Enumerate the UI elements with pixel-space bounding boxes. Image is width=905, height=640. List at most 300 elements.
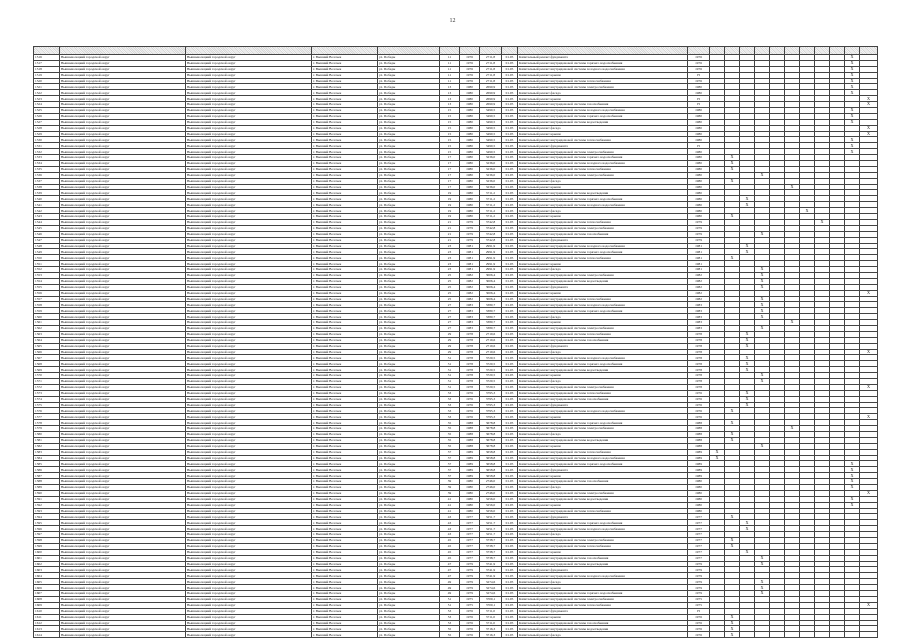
table-cell: 3256,0 (480, 508, 502, 514)
table-cell: 1978 (460, 331, 480, 337)
table-cell: ул. Победы (378, 402, 440, 408)
row-number-cell: 1541 (34, 202, 60, 208)
table-cell: 1983 (460, 308, 480, 314)
table-cell: 1982 (460, 278, 480, 284)
table-cell: г. Вышний Волочек (312, 143, 378, 149)
table-cell: Капитальный ремонт внутридомовой системы горячего водоснабжения (518, 461, 688, 467)
table-cell: г. Вышний Волочек (312, 190, 378, 196)
table-cell: Вышневолоцкий городской округ (60, 432, 186, 438)
table-cell: 1979 (460, 237, 480, 243)
row-number-cell: 1524 (34, 102, 60, 108)
table-cell: 1976 (688, 55, 710, 61)
table-cell: 1979 (688, 567, 710, 573)
mark-cell: X (860, 490, 878, 496)
table-cell: Вышневолоцкий городской округ (60, 620, 186, 626)
table-cell: Капитальный ремонт фундамента (518, 143, 688, 149)
column-header (34, 47, 60, 55)
table-cell: Капитальный ремонт внутридомовой системы электроснабжения (518, 490, 688, 496)
table-cell: 1976 (688, 78, 710, 84)
table-cell: Вышневолоцкий городской округ (60, 602, 186, 608)
table-cell: ул. Победы (378, 443, 440, 449)
table-cell: Капитальный ремонт фасада (518, 178, 688, 184)
row-number-cell: 1595 (34, 520, 60, 526)
mark-cell: X (740, 202, 755, 208)
table-cell: ул. Победы (378, 202, 440, 208)
table-cell: Вышневолоцкий городской округ (60, 55, 186, 61)
table-cell: 1980 (688, 113, 710, 119)
table-cell: 27 (440, 314, 460, 320)
table-cell: 1981 (688, 261, 710, 267)
table-cell: Капитальный ремонт фундамента (518, 567, 688, 573)
table-cell: Вышневолоцкий городской округ (186, 549, 312, 555)
table-cell: ул. Победы (378, 449, 440, 455)
table-cell: 01.05 (502, 473, 518, 479)
row-number-cell: 1598 (34, 538, 60, 544)
row-number-cell: 1526 (34, 113, 60, 119)
table-cell: 01.05 (502, 508, 518, 514)
table-cell: 1980 (460, 143, 480, 149)
table-cell: 1976 (460, 78, 480, 84)
table-cell: 01.05 (502, 538, 518, 544)
table-cell: ул. Победы (378, 108, 440, 114)
table-cell: 1983 (460, 302, 480, 308)
table-cell: 3490,5 (480, 113, 502, 119)
row-number-cell: 1577 (34, 414, 60, 420)
table-cell: 2991,9 (480, 261, 502, 267)
table-cell: Капитальный ремонт внутридомовой системы электроснабжения (518, 426, 688, 432)
table-cell: 1980 (460, 96, 480, 102)
table-cell: 3700,1 (480, 596, 502, 602)
table-cell: г. Вышний Волочек (312, 90, 378, 96)
table-cell: ул. Победы (378, 390, 440, 396)
table-cell: Вышневолоцкий городской округ (60, 390, 186, 396)
mark-cell: X (860, 414, 878, 420)
row-number-cell: 1542 (34, 208, 60, 214)
table-cell: г. Вышний Волочек (312, 614, 378, 620)
table-cell: 2746,0 (480, 490, 502, 496)
table-cell: 1988 (688, 437, 710, 443)
table-cell: г. Вышний Волочек (312, 543, 378, 549)
row-number-cell: 1597 (34, 532, 60, 538)
table-cell: г. Вышний Волочек (312, 125, 378, 131)
table-cell: 3490,5 (480, 137, 502, 143)
table-cell: 1983 (688, 308, 710, 314)
table-cell: ул. Победы (378, 596, 440, 602)
table-cell: 01.05 (502, 396, 518, 402)
table-cell: Капитальный ремонт внутридомовой системы холодного водоснабжения (518, 408, 688, 414)
table-cell: Вышневолоцкий городской округ (186, 591, 312, 597)
table-cell: Вышневолоцкий городской округ (60, 514, 186, 520)
table-cell: 01.05 (502, 579, 518, 585)
table-cell: Н (688, 102, 710, 108)
table-cell: Вышневолоцкий городской округ (186, 214, 312, 220)
table-cell: 1989 (688, 461, 710, 467)
column-header (710, 47, 725, 55)
mark-cell (755, 632, 770, 638)
table-cell: 17 (440, 155, 460, 161)
table-cell: Вышневолоцкий городской округ (186, 343, 312, 349)
mark-cell: X (740, 343, 755, 349)
table-cell: Вышневолоцкий городской округ (60, 561, 186, 567)
table-cell: 3716,3 (480, 632, 502, 638)
mark-cell: X (860, 96, 878, 102)
table-cell: 2719,6 (480, 349, 502, 355)
table-cell: 01.05 (502, 432, 518, 438)
table-cell: Капитальный ремонт фасада (518, 125, 688, 131)
table-cell: ул. Победы (378, 284, 440, 290)
table-cell: ул. Победы (378, 378, 440, 384)
row-number-cell: 1578 (34, 420, 60, 426)
row-number-cell: 1546 (34, 231, 60, 237)
table-cell: 1979 (460, 585, 480, 591)
table-cell: 1980 (688, 84, 710, 90)
mark-cell: X (755, 373, 770, 379)
table-cell: г. Вышний Волочек (312, 231, 378, 237)
table-cell: Вышневолоцкий городской округ (186, 455, 312, 461)
table-cell: Вышневолоцкий городской округ (60, 78, 186, 84)
table-cell: г. Вышний Волочек (312, 479, 378, 485)
table-cell: г. Вышний Волочек (312, 585, 378, 591)
row-number-cell: 1605 (34, 579, 60, 585)
table-cell: Вышневолоцкий городской округ (186, 308, 312, 314)
table-cell: Вышневолоцкий городской округ (60, 443, 186, 449)
table-cell: Вышневолоцкий городской округ (60, 437, 186, 443)
mark-cell (710, 632, 725, 638)
table-cell: г. Вышний Волочек (312, 608, 378, 614)
table-cell: 01.05 (502, 361, 518, 367)
table-cell: 1980 (688, 161, 710, 167)
table-cell: Вышневолоцкий городской округ (186, 479, 312, 485)
table-cell: 35 (440, 437, 460, 443)
row-number-cell: 1585 (34, 461, 60, 467)
row-number-cell: 1520 (34, 78, 60, 84)
table-cell: 1977 (460, 555, 480, 561)
table-cell: 49 (440, 591, 460, 597)
table-cell: 01.05 (502, 296, 518, 302)
table-cell: 1988 (688, 443, 710, 449)
table-cell: Капитальный ремонт внутридомовой системы горячего водоснабжения (518, 196, 688, 202)
table-cell: 35 (440, 443, 460, 449)
row-number-cell: 1587 (34, 473, 60, 479)
table-cell: ул. Победы (378, 290, 440, 296)
table-cell: 01.05 (502, 78, 518, 84)
row-number-cell: 1574 (34, 396, 60, 402)
table-cell: 2690,9 (480, 102, 502, 108)
table-cell: ул. Победы (378, 184, 440, 190)
table-cell: Капитальный ремонт внутридомовой системы холодного водоснабжения (518, 161, 688, 167)
table-cell: Капитальный ремонт фундамента (518, 514, 688, 520)
mark-cell: X (740, 402, 755, 408)
row-number-cell: 1611 (34, 614, 60, 620)
table-cell: ул. Победы (378, 102, 440, 108)
table-cell: ул. Победы (378, 161, 440, 167)
table-cell: г. Вышний Волочек (312, 355, 378, 361)
table-cell: ул. Победы (378, 455, 440, 461)
table-cell: 3490,5 (480, 125, 502, 131)
mark-cell: X (845, 78, 860, 84)
table-cell: ул. Победы (378, 343, 440, 349)
table-cell: Вышневолоцкий городской округ (186, 567, 312, 573)
table-cell: Вышневолоцкий городской округ (60, 526, 186, 532)
table-cell: 2690,9 (480, 90, 502, 96)
row-number-cell: 1559 (34, 308, 60, 314)
table-cell: г. Вышний Волочек (312, 302, 378, 308)
mark-cell: X (845, 496, 860, 502)
table-cell: 01.05 (502, 384, 518, 390)
table-cell: 1976 (460, 390, 480, 396)
table-cell: Вышневолоцкий городской округ (60, 490, 186, 496)
mark-cell: X (755, 308, 770, 314)
table-cell: г. Вышний Волочек (312, 96, 378, 102)
row-number-cell: 1547 (34, 237, 60, 243)
table-cell: Вышневолоцкий городской округ (60, 190, 186, 196)
table-cell: 1975 (460, 596, 480, 602)
table-cell: 1980 (688, 508, 710, 514)
table-cell: ул. Победы (378, 166, 440, 172)
table-cell: г. Вышний Волочек (312, 202, 378, 208)
row-number-cell: 1583 (34, 449, 60, 455)
table-cell: г. Вышний Волочек (312, 373, 378, 379)
table-cell: 1980 (460, 172, 480, 178)
table-cell: Вышневолоцкий городской округ (186, 208, 312, 214)
table-cell: 1978 (688, 373, 710, 379)
table-cell: 1981 (688, 243, 710, 249)
table-cell: 47 (440, 573, 460, 579)
table-cell: Капитальный ремонт фасада (518, 579, 688, 585)
table-cell: 1980 (688, 502, 710, 508)
table-cell: Вышневолоцкий городской округ (186, 272, 312, 278)
table-container (33, 46, 872, 638)
mark-cell: X (815, 219, 830, 225)
table-cell: г. Вышний Волочек (312, 184, 378, 190)
table-cell: Вышневолоцкий городской округ (186, 131, 312, 137)
table-cell: 01.05 (502, 602, 518, 608)
table-cell: 29 (440, 331, 460, 337)
table-cell: 15 (440, 131, 460, 137)
header-row (34, 47, 878, 55)
table-cell: 1977 (688, 526, 710, 532)
table-cell: Вышневолоцкий городской округ (186, 526, 312, 532)
table-cell: Капитальный ремонт крыши (518, 214, 688, 220)
table-cell: 1977 (460, 543, 480, 549)
table-cell: 3490,5 (480, 108, 502, 114)
mark-cell: X (845, 108, 860, 114)
table-cell: ул. Победы (378, 408, 440, 414)
mark-cell: X (755, 591, 770, 597)
table-cell: 43 (440, 514, 460, 520)
table-cell: ул. Победы (378, 272, 440, 278)
table-cell: 01.05 (502, 555, 518, 561)
table-cell: ул. Победы (378, 137, 440, 143)
table-cell: ул. Победы (378, 96, 440, 102)
table-cell: г. Вышний Волочек (312, 437, 378, 443)
table-cell: ул. Победы (378, 302, 440, 308)
table-cell: Капитальный ремонт внутридомовой системы теплоснабжения (518, 390, 688, 396)
row-number-cell: 1528 (34, 125, 60, 131)
table-cell: Вышневолоцкий городской округ (186, 349, 312, 355)
table-cell: 13 (440, 90, 460, 96)
table-cell: Капитальный ремонт внутридомовой системы водоотведения (518, 119, 688, 125)
table-cell: 01.05 (502, 367, 518, 373)
table-cell: 33 (440, 390, 460, 396)
table-cell: ул. Победы (378, 549, 440, 555)
table-cell: 37 (440, 449, 460, 455)
table-cell: г. Вышний Волочек (312, 55, 378, 61)
table-cell: 1976 (688, 408, 710, 414)
table-cell: Вышневолоцкий городской округ (186, 196, 312, 202)
column-header (740, 47, 755, 55)
column-header (800, 47, 815, 55)
table-cell: 01.05 (502, 137, 518, 143)
table-cell: ул. Победы (378, 555, 440, 561)
row-number-cell: 1551 (34, 261, 60, 267)
table-cell: 1979 (460, 591, 480, 597)
table-cell: Вышневолоцкий городской округ (186, 361, 312, 367)
mark-cell: X (740, 526, 755, 532)
table-cell: 2746,0 (480, 485, 502, 491)
table-cell: Вышневолоцкий городской округ (60, 131, 186, 137)
table-cell: 1977 (688, 549, 710, 555)
table-cell: 1988 (460, 420, 480, 426)
table-cell: 1981 (460, 261, 480, 267)
table-cell: Капитальный ремонт внутридомовой системы теплоснабжения (518, 331, 688, 337)
table-cell: 21 (440, 219, 460, 225)
table-cell: Вышневолоцкий городской округ (186, 432, 312, 438)
table-cell: Вышневолоцкий городской округ (60, 549, 186, 555)
mark-cell: X (740, 396, 755, 402)
table-cell: 1988 (460, 437, 480, 443)
mark-cell: X (755, 561, 770, 567)
table-cell: Капитальный ремонт внутридомовой системы горячего водоснабжения (518, 113, 688, 119)
table-cell: 1983 (460, 325, 480, 331)
table-cell: Вышневолоцкий городской округ (186, 184, 312, 190)
table-cell: 1980 (688, 125, 710, 131)
table-cell: Капитальный ремонт внутридомовой системы газоснабжения (518, 231, 688, 237)
table-cell: ул. Победы (378, 573, 440, 579)
table-cell: 1978 (688, 384, 710, 390)
row-number-cell: 1612 (34, 620, 60, 626)
table-cell: ул. Победы (378, 308, 440, 314)
table-cell: Вышневолоцкий городской округ (60, 414, 186, 420)
row-number-cell: 1573 (34, 390, 60, 396)
table-cell: 2711,8 (480, 78, 502, 84)
table-cell: г. Вышний Волочек (312, 349, 378, 355)
mark-cell: X (860, 125, 878, 131)
table-cell: Капитальный ремонт внутридомовой системы водоотведения (518, 367, 688, 373)
table-cell: Вышневолоцкий городской округ (186, 626, 312, 632)
table-cell: 45 (440, 555, 460, 561)
table-cell: 1983 (688, 320, 710, 326)
table-cell: 1983 (688, 314, 710, 320)
table-cell: 01.05 (502, 149, 518, 155)
table-cell: 1976 (460, 626, 480, 632)
table-cell: Капитальный ремонт внутридомовой системы водоотведения (518, 626, 688, 632)
table-cell: 01.05 (502, 237, 518, 243)
table-cell: Н (688, 143, 710, 149)
table-cell: г. Вышний Волочек (312, 591, 378, 597)
row-number-cell: 1549 (34, 249, 60, 255)
mark-cell: X (740, 243, 755, 249)
table-cell: 3274,6 (480, 591, 502, 597)
table-cell: 01.05 (502, 267, 518, 273)
table-cell: г. Вышний Волочек (312, 402, 378, 408)
column-header (860, 47, 878, 55)
table-cell: Вышневолоцкий городской округ (186, 585, 312, 591)
table-cell: 01.05 (502, 520, 518, 526)
table-cell: Вышневолоцкий городской округ (186, 614, 312, 620)
table-cell: 01.05 (502, 437, 518, 443)
table-cell: ул. Победы (378, 125, 440, 131)
table-cell: 01.05 (502, 467, 518, 473)
table-cell: 1989 (688, 467, 710, 473)
table-cell: г. Вышний Волочек (312, 502, 378, 508)
table-cell: 3251,7 (480, 526, 502, 532)
table-cell: 1989 (688, 455, 710, 461)
table-cell: Капитальный ремонт внутридомовой системы горячего водоснабжения (518, 60, 688, 66)
table-cell: Вышневолоцкий городской округ (60, 308, 186, 314)
table-cell: 1981 (688, 255, 710, 261)
column-header (378, 47, 440, 55)
table-cell: 2746,0 (480, 479, 502, 485)
table-cell: Вышневолоцкий городской округ (60, 302, 186, 308)
row-number-cell: 1610 (34, 608, 60, 614)
table-cell: г. Вышний Волочек (312, 290, 378, 296)
mark-cell: X (740, 337, 755, 343)
table-cell: 1980 (460, 102, 480, 108)
table-cell: Капитальный ремонт внутридомовой системы горячего водоснабжения (518, 520, 688, 526)
mark-cell: X (725, 632, 740, 638)
table-cell: 31 (440, 373, 460, 379)
table-cell: Вышневолоцкий городской округ (60, 384, 186, 390)
row-number-cell: 1555 (34, 284, 60, 290)
table-cell: 3678,8 (480, 426, 502, 432)
table-cell: 1976 (460, 402, 480, 408)
table-cell: 3700,1 (480, 602, 502, 608)
table-cell: 3236,0 (480, 178, 502, 184)
row-number-cell: 1613 (34, 626, 60, 632)
table-cell: 49 (440, 585, 460, 591)
table-cell: 1977 (688, 514, 710, 520)
table-cell: г. Вышний Волочек (312, 166, 378, 172)
row-number-cell: 1593 (34, 508, 60, 514)
table-cell: Вышневолоцкий городской округ (60, 585, 186, 591)
table-cell: ул. Победы (378, 520, 440, 526)
table-cell: г. Вышний Волочек (312, 432, 378, 438)
mark-cell: X (845, 113, 860, 119)
table-cell: Вышневолоцкий городской округ (186, 449, 312, 455)
table-cell: 1980 (460, 214, 480, 220)
table-cell: Капитальный ремонт внутридомовой системы электроснабжения (518, 384, 688, 390)
table-cell: 3490,5 (480, 149, 502, 155)
table-cell: 3490,5 (480, 143, 502, 149)
table-cell: 29 (440, 337, 460, 343)
table-cell: 23 (440, 267, 460, 273)
table-cell: Вышневолоцкий городской округ (60, 214, 186, 220)
table-cell: г. Вышний Волочек (312, 626, 378, 632)
row-number-cell: 1548 (34, 243, 60, 249)
table-cell: г. Вышний Волочек (312, 214, 378, 220)
table-cell: 2711,8 (480, 55, 502, 61)
table-cell: Вышневолоцкий городской округ (60, 320, 186, 326)
table-cell: 3711,2 (480, 196, 502, 202)
mark-cell: X (740, 549, 755, 555)
table-cell: Вышневолоцкий городской округ (60, 178, 186, 184)
table-cell: г. Вышний Волочек (312, 508, 378, 514)
table-cell: ул. Победы (378, 214, 440, 220)
table-cell: 33 (440, 402, 460, 408)
table-cell: Вышневолоцкий городской округ (186, 414, 312, 420)
table-cell: ул. Победы (378, 149, 440, 155)
